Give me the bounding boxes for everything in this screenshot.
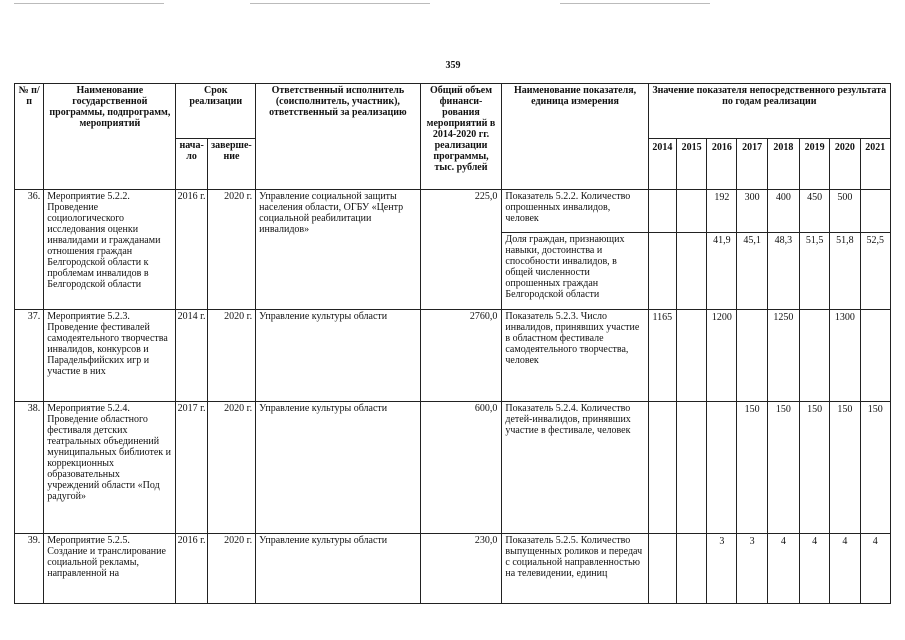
table-row [15, 190, 891, 233]
indicator-value [648, 233, 676, 310]
table-row [15, 534, 891, 604]
indicator-value: 1200 [707, 310, 737, 402]
indicator-value: 51,8 [830, 233, 860, 310]
header-year: 2019 [800, 139, 830, 190]
start-year: 2017 г. [176, 402, 207, 534]
executor: Управление культуры области [256, 310, 420, 402]
indicator-text: Показатель 5.2.4. Количество детей-инвалидов, принявших участие в фестивале, человек [502, 402, 648, 534]
indicator-value [860, 190, 890, 233]
indicator-value: 1165 [648, 310, 676, 402]
header-year: 2016 [707, 139, 737, 190]
indicator-text: Показатель 5.2.5. Количество выпущенных роликов и передач с социальной направленностью на телевидении, единиц [502, 534, 648, 604]
executor: Управление социальной защиты населения области, ОГБУ «Центр социальной реабилитации инвалидов» [256, 190, 420, 310]
header-start: нача-ло [176, 139, 207, 190]
executor: Управление культуры области [256, 402, 420, 534]
header-year: 2020 [830, 139, 860, 190]
indicator-value [800, 310, 830, 402]
indicator-value: 150 [767, 402, 799, 534]
indicator-value [676, 233, 706, 310]
indicator-value: 150 [860, 402, 890, 534]
indicator-text: Показатель 5.2.3. Число инвалидов, принявших участие в областном фестивале самодеятельного творчества, человек [502, 310, 648, 402]
table-row [15, 402, 891, 534]
indicator-value: 150 [830, 402, 860, 534]
header-year: 2014 [648, 139, 676, 190]
indicator-value: 1250 [767, 310, 799, 402]
top-rule-left [14, 3, 164, 4]
indicator-value [676, 310, 706, 402]
program-table [14, 83, 891, 604]
start-year: 2016 г. [176, 534, 207, 604]
top-rule-right [560, 3, 710, 4]
indicator-value: 48,3 [767, 233, 799, 310]
indicator-text: Доля граждан, признающих навыки, достоинства и способности инвалидов, в общей численности опрошенных граждан Белгородской области [502, 233, 648, 310]
page-number: 359 [445, 60, 461, 71]
indicator-value: 45,1 [737, 233, 767, 310]
row-number: 39. [15, 534, 44, 604]
end-year: 2020 г. [207, 190, 255, 310]
indicator-value: 4 [860, 534, 890, 604]
indicator-value [648, 190, 676, 233]
header-no: № п/п [15, 84, 44, 190]
indicator-value: 300 [737, 190, 767, 233]
funding-volume: 225,0 [420, 190, 502, 310]
indicator-value: 4 [767, 534, 799, 604]
indicator-value: 3 [707, 534, 737, 604]
indicator-value: 150 [737, 402, 767, 534]
end-year: 2020 г. [207, 310, 255, 402]
header-year: 2017 [737, 139, 767, 190]
header-values-group: Значение показателя непосредственного результата по годам реализации [648, 84, 890, 139]
header-year: 2018 [767, 139, 799, 190]
start-year: 2014 г. [176, 310, 207, 402]
end-year: 2020 г. [207, 402, 255, 534]
indicator-value: 150 [800, 402, 830, 534]
header-term: Срок реализации [176, 84, 256, 139]
indicator-value: 3 [737, 534, 767, 604]
header-indicator: Наименование показателя, единица измерения [502, 84, 648, 190]
funding-volume: 230,0 [420, 534, 502, 604]
activity-name: Мероприятие 5.2.4. Проведение областного фестиваля детских театральных объединений муниципальных библиотек и коррекционных образовательных учреждений области «Под радугой» [44, 402, 176, 534]
indicator-value: 1300 [830, 310, 860, 402]
header-end: заверше-ние [207, 139, 255, 190]
end-year: 2020 г. [207, 534, 255, 604]
indicator-value [676, 190, 706, 233]
indicator-value [737, 310, 767, 402]
indicator-value: 4 [830, 534, 860, 604]
indicator-value: 500 [830, 190, 860, 233]
indicator-value [676, 534, 706, 604]
activity-name: Мероприятие 5.2.3. Проведение фестивалей самодеятельного творчества инвалидов, конкурсов и Парадельфийских игр и участие в них [44, 310, 176, 402]
executor: Управление культуры области [256, 534, 420, 604]
start-year: 2016 г. [176, 190, 207, 310]
indicator-value: 450 [800, 190, 830, 233]
indicator-value: 192 [707, 190, 737, 233]
header-name: Наименование государственной программы, подпрограмм, мероприятий [44, 84, 176, 190]
indicator-value: 51,5 [800, 233, 830, 310]
indicator-value [648, 402, 676, 534]
header-executor: Ответственный исполнитель (соисполнитель, участник), ответственный за реализацию [256, 84, 420, 190]
top-rule-mid [250, 3, 430, 4]
indicator-text: Показатель 5.2.2. Количество опрошенных инвалидов, человек [502, 190, 648, 233]
funding-volume: 2760,0 [420, 310, 502, 402]
indicator-value: 4 [800, 534, 830, 604]
row-number: 36. [15, 190, 44, 310]
indicator-value: 400 [767, 190, 799, 233]
indicator-value [648, 534, 676, 604]
indicator-value [707, 402, 737, 534]
activity-name: Мероприятие 5.2.2. Проведение социологического исследования оценки инвалидами и гражданами отношения граждан Белгородской области к проблемам инвалидов в Белгородской области [44, 190, 176, 310]
header-volume: Общий объем финанси-рования мероприятий в 2014-2020 гг. реализации программы, тыс. рублей [420, 84, 502, 190]
indicator-value: 41,9 [707, 233, 737, 310]
header-year: 2021 [860, 139, 890, 190]
funding-volume: 600,0 [420, 402, 502, 534]
indicator-value [860, 310, 890, 402]
activity-name: Мероприятие 5.2.5. Создание и транслирование социальной рекламы, направленной на [44, 534, 176, 604]
row-number: 38. [15, 402, 44, 534]
indicator-value [676, 402, 706, 534]
indicator-value: 52,5 [860, 233, 890, 310]
table-row [15, 310, 891, 402]
header-year: 2015 [676, 139, 706, 190]
row-number: 37. [15, 310, 44, 402]
